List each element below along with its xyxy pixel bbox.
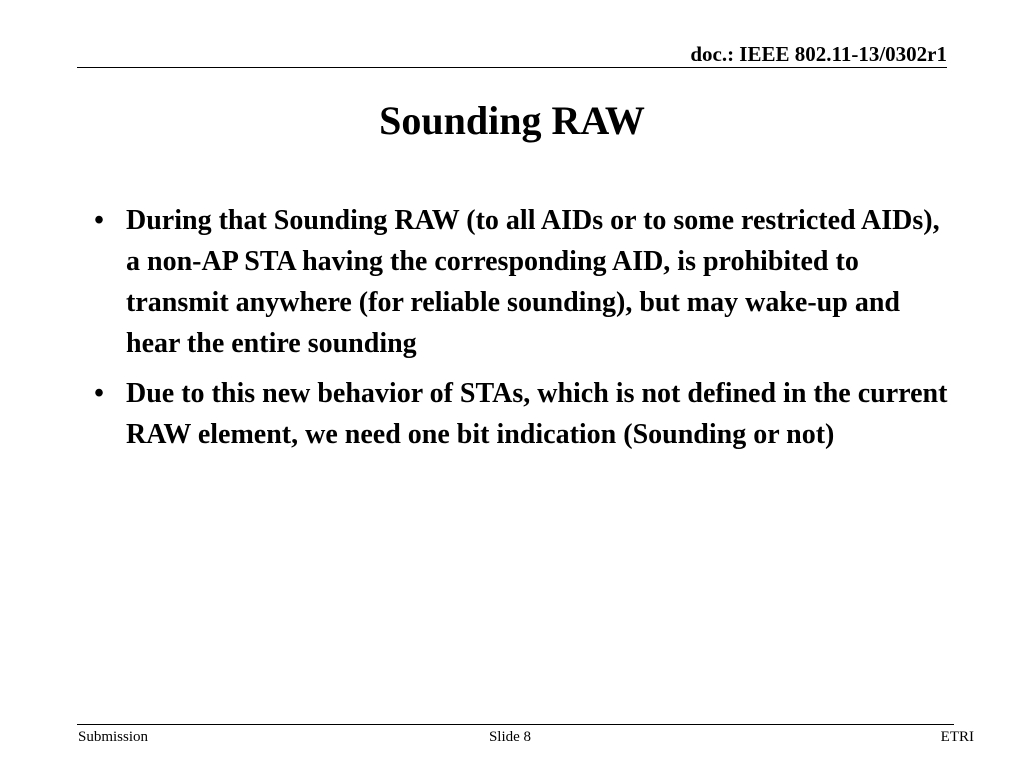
bullet-list [84,200,952,464]
document-id: doc.: IEEE 802.11-13/0302r1 [690,42,947,66]
footer-divider [77,724,954,725]
bullet-item-one-bit-indication [84,373,952,455]
footer-submission: Submission [78,729,149,745]
bullet-text: During that Sounding RAW (to all AIDs or to some restricted AIDs), a non-AP STA having the corresponding AID, is prohibited to transmit anywhere (for reliable sounding), but may wake-up and hear the entire sounding [126,205,940,359]
bullet-item-sounding-raw-behavior [84,200,952,364]
bullet-marker: • [94,205,104,236]
footer-slide-number: Slide 8 [488,729,532,745]
slide-title: Sounding RAW [379,98,645,143]
bullet-text: Due to this new behavior of STAs, which is not defined in the current RAW element, we need one bit indication (Sounding or not) [126,378,948,450]
footer-organization: ETRI [940,729,974,745]
header-divider [77,67,947,68]
bullet-marker: • [94,378,104,409]
